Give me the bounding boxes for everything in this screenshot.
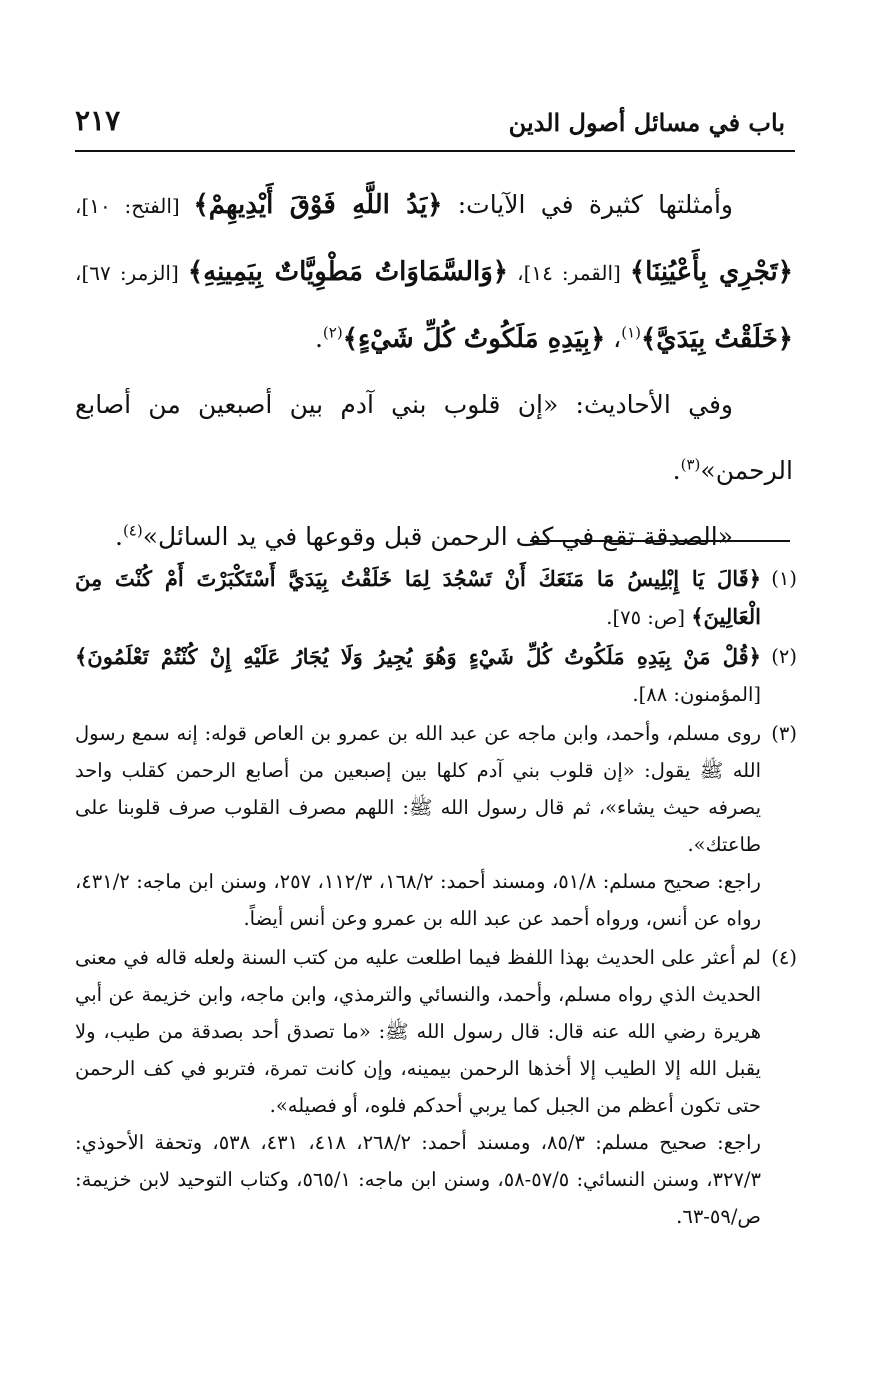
footnote-ref: [المؤمنون: ٨٨]. — [632, 683, 761, 706]
intro-text: وأمثلتها كثيرة في الآيات: — [442, 190, 733, 219]
footnotes — [75, 560, 797, 1237]
quran-verse-2: ﴿تَجْرِي بِأَعْيُنِنَا﴾ — [629, 257, 793, 287]
footnote-2 — [75, 638, 797, 713]
quran-verse-4: ﴿خَلَقْتُ بِيَدَيَّ﴾ — [641, 324, 793, 354]
footnote-verse: ﴿قَالَ يَا إِبْلِيسُ مَا مَنَعَكَ أَنْ تَسْجُدَ لِمَا خَلَقْتُ بِيَدَيَّ أَسْتَكْبَرْتَ أَمْ كُنْتَ مِنَ الْعَالِينَ﴾ — [75, 566, 761, 629]
footnote-4 — [75, 939, 797, 1235]
main-text — [75, 172, 793, 570]
footnote-ref: [ص: ٧٥]. — [606, 606, 692, 629]
footnote-verse: ﴿قُلْ مَنْ بِيَدِهِ مَلَكُوتُ كُلِّ شَيْءٍ وَهُوَ يُجِيرُ وَلَا يُجَارُ عَلَيْهِ إِنْ كُنْتُمْ تَعْلَمُونَ﴾ — [75, 644, 761, 669]
hadith-1-text: وفي الأحاديث: «إن قلوب بني آدم بين أصبعين من أصابع الرحمن» — [75, 390, 793, 485]
page-header — [75, 100, 795, 152]
verses-paragraph — [75, 172, 793, 372]
quran-verse-1: ﴿يَدُ اللَّهِ فَوْقَ أَيْدِيهِمْ﴾ — [193, 190, 443, 220]
footnote-1 — [75, 560, 797, 636]
footnote-number: (١) — [771, 567, 797, 590]
quran-verse-3: ﴿وَالسَّمَاوَاتُ مَطْوِيَّاتٌ بِيَمِينِهِ﴾ — [187, 257, 509, 287]
verse-ref-1: [الفتح: ١٠]، — [75, 194, 194, 218]
hadith-1-end: . — [672, 456, 681, 485]
footnote-text: روى مسلم، وأحمد، وابن ماجه عن عبد الله بن عمرو بن العاص قوله: إنه سمع رسول الله ﷺ يقول: «إن قلوب بني آدم كلها بين إصبعين من أصابع الرحمن كقلب واحد يصرفه حيث يشاء»، ثم قال رسول الله ﷺ: اللهم مصرف القلوب صرف قلوبنا على طاعتك». — [75, 722, 761, 856]
verse-separator: ، — [605, 324, 622, 353]
footnote-number: (٣) — [771, 722, 797, 745]
hadith-paragraph-1 — [75, 372, 793, 504]
footnote-separator — [530, 540, 790, 542]
chapter-title: باب في مسائل أصول الدين — [508, 108, 785, 137]
footnote-marker-2: (٢) — [322, 323, 343, 342]
footnote-marker-1: (١) — [621, 323, 642, 342]
footnote-references: راجع: صحيح مسلم: ٨٥/٣، ومسند أحمد: ٢٦٨/٢، ٤١٨، ٤٣١، ٥٣٨، وتحفة الأحوذي: ٣٢٧/٣، وسنن النسائي: ٥٧/٥-٥٨، وسنن ابن ماجه: ٥٦٥/١، وكتاب التوحيد لابن خزيمة: ص/٥٩-٦٣. — [75, 1131, 761, 1228]
footnote-3 — [75, 715, 797, 937]
footnote-number: (٤) — [771, 946, 797, 969]
hadith-2-end: . — [114, 522, 123, 551]
footnote-marker-4: (٤) — [122, 521, 143, 540]
verses-end: . — [314, 324, 323, 353]
hadith-2-text: «الصدقة تقع في كف الرحمن قبل وقوعها في يد السائل» — [142, 522, 733, 551]
footnote-marker-3: (٣) — [680, 455, 701, 474]
verse-ref-3: [الزمر: ٦٧]، — [75, 261, 188, 285]
verse-ref-2: [القمر: ١٤]، — [508, 261, 630, 285]
page-number: ٢١٧ — [75, 104, 121, 137]
footnote-number: (٢) — [771, 645, 797, 668]
quran-verse-5: ﴿بِيَدِهِ مَلَكُوتُ كُلِّ شَيْءٍ﴾ — [342, 324, 606, 354]
footnote-references: راجع: صحيح مسلم: ٥١/٨، ومسند أحمد: ١٦٨/٢، ١١٢/٣، ٢٥٧، وسنن ابن ماجه: ٤٣١/٢، رواه عن أنس، ورواه أحمد عن عبد الله بن عمرو وعن أنس أيضاً. — [75, 870, 761, 930]
footnote-text: لم أعثر على الحديث بهذا اللفظ فيما اطلعت عليه من كتب السنة ولعله قاله في معنى الحديث الذي رواه مسلم، وأحمد، والنسائي والترمذي، وابن ماجه، وابن خزيمة عن أبي هريرة رضي الله عنه قال: قال رسول الله ﷺ: «ما تصدق أحد بصدقة من طيب، ولا يقبل الله إلا الطيب إلا أخذها الرحمن بيمينه، وإن كانت تمرة، فتربو في كف الرحمن حتى تكون أعظم من الجبل كما يربي أحدكم فلوه، أو فصيله». — [75, 946, 761, 1117]
